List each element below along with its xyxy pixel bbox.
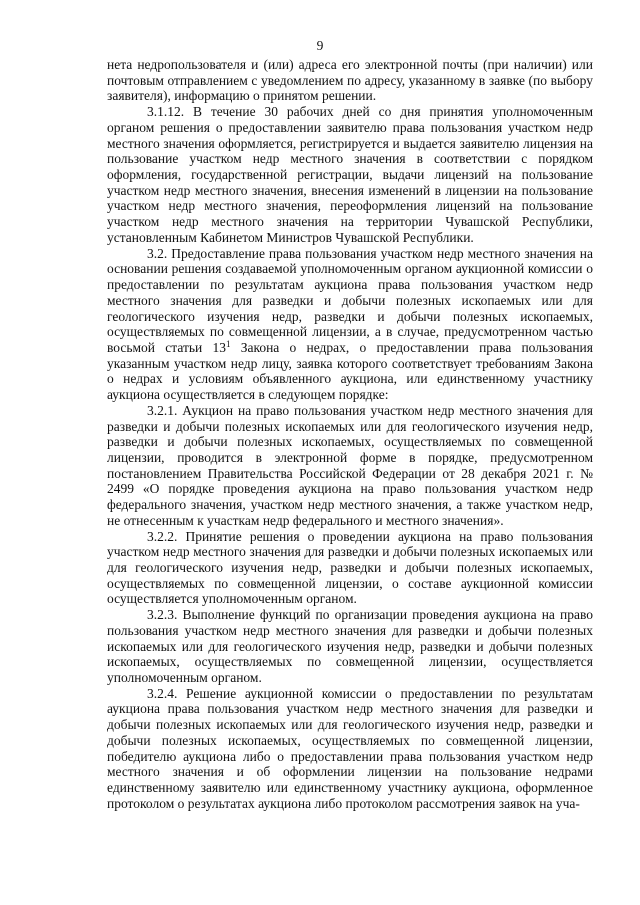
paragraph-3-2-1: 3.2.1. Аукцион на право пользования участком недр местного значения для разведки и добычи полезных ископаемых или для геологического изучения недр, разведки и добычи полезных ископаемых, осуществляемых по совмещенной лицензии, проводится в электронной форме в порядке, предусмотренном постановлением Правительства Российской Федерации от 28 декабря 2021 г. № 2499 «О порядке проведения аукциона на право пользования участком недр федерального значения, участком недр местного значения, а также участком недр, не отнесенным к участкам недр федерального и местного значения». bbox=[107, 402, 593, 528]
paragraph-3-2-part-a: 3.2. Предоставление права пользования участком недр местного значения на основании решения создаваемой уполномоченным органом аукционной комиссии о предоставлении по результатам аукциона права пользования участком недр местного значения для разведки и добычи полезных ископаемых или для геологического изучения недр, разведки и добычи полезных ископаемых, осуществляемых по совмещенной лицензии, а в случае, предусмотренном частью восьмой статьи 13 bbox=[107, 245, 593, 355]
superscript-marker: 1 bbox=[225, 338, 231, 349]
paragraph-3-2 bbox=[107, 246, 593, 403]
paragraph-3-2-3: 3.2.3. Выполнение функций по организации проведения аукциона на право пользования участком недр местного значения для разведки и добычи полезных ископаемых или для геологического изучения недр, разведки и добычи полезных ископаемых, осуществляемых по совмещенной лицензии, осуществляется уполномоченным органом. bbox=[107, 607, 593, 686]
paragraph-3-2-part-b: Закона о недрах, о предоставлении права пользования указанным участком недр лицу, заявка которого соответствует требованиям Закона о недрах и условиям объявленного аукциона, или единственному участнику аукциона осуществляется в следующем порядке: bbox=[107, 339, 593, 403]
document-body bbox=[107, 57, 593, 812]
paragraph-3-2-2: 3.2.2. Принятие решения о проведении аукциона на право пользования участком недр местного значения для разведки и добычи полезных ископаемых или для геологического изучения недр, разведки и добычи полезных ископаемых, осуществляемых по совмещенной лицензии, о составе аукционной комиссии осуществляется уполномоченным органом. bbox=[107, 528, 593, 607]
paragraph-continuation: нета недропользователя и (или) адреса его электронной почты (при наличии) или почтовым отправлением с уведомлением по адресу, указанному в заявке (по выбору заявителя), информацию о принятом решении. bbox=[107, 57, 593, 104]
paragraph-3-2-4: 3.2.4. Решение аукционной комиссии о предоставлении по результатам аукциона права пользования участком недр местного значения для разведки и добычи полезных ископаемых или для геологического изучения недр, разведки и добычи полезных ископаемых, осуществляемых по совмещенной лицензии, победителю аукциона либо о предоставлении права пользования участком недр местного значения и об оформлении лицензии на пользование недрами единственному заявителю или единственному участнику аукциона, оформленное протоколом о результатах аукциона либо протоколом рассмотрения заявок на уча- bbox=[107, 685, 593, 811]
paragraph-3-1-12: 3.1.12. В течение 30 рабочих дней со дня принятия уполномоченным органом решения о предоставлении заявителю права пользования участком недр местного значения оформляется, регистрируется и выдается заявителю лицензия на пользование участком недр местного значения в соответствии с порядком оформления, государственной регистрации, выдачи лицензий на пользование участком недр местного значения, внесения изменений в лицензии на пользование участком недр местного значения, переоформления лицензий на пользование участком недр местного значения на территории Чувашской Республики, установленным Кабинетом Министров Чувашской Республики. bbox=[107, 104, 593, 245]
page-number: 9 bbox=[316, 38, 324, 53]
